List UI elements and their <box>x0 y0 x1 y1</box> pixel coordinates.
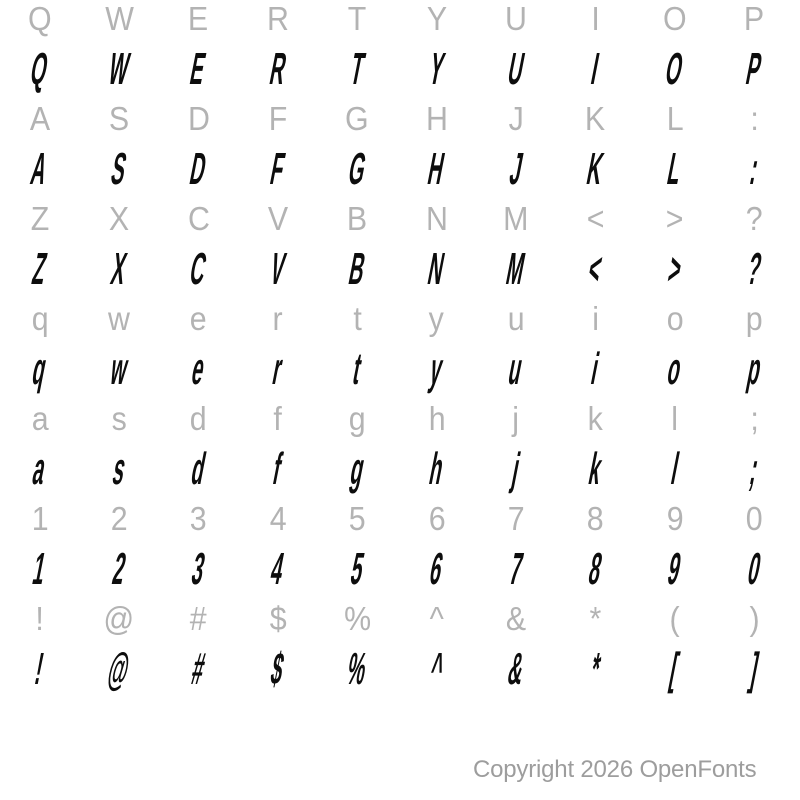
glyph-cell <box>397 93 476 143</box>
glyph-character: E <box>186 42 211 94</box>
glyph-character: q <box>31 299 49 337</box>
glyph-cell <box>397 0 476 43</box>
glyph-character: h <box>428 399 446 437</box>
glyph-cell <box>476 643 555 693</box>
glyph-character: M <box>502 242 530 294</box>
glyph-cell <box>79 43 158 93</box>
glyph-cell <box>159 43 238 93</box>
glyph-cell <box>556 243 635 293</box>
glyph-cell <box>556 343 635 393</box>
glyph-character: p <box>743 342 766 394</box>
glyph-cell <box>238 293 317 343</box>
glyph-character: P <box>742 42 766 94</box>
glyph-cell <box>318 0 397 43</box>
glyph-character: 5 <box>348 499 366 537</box>
glyph-character: r <box>272 299 283 337</box>
glyph-character: u <box>507 299 525 337</box>
glyph-character: ^ <box>429 599 444 637</box>
glyph-cell <box>556 43 635 93</box>
glyph-character: N <box>425 199 448 237</box>
glyph-character: # <box>188 642 209 694</box>
glyph-cell <box>238 443 317 493</box>
glyph-character: Q <box>27 0 52 37</box>
glyph-cell <box>715 43 794 93</box>
glyph-character: < <box>584 242 607 294</box>
glyph-cell <box>159 243 238 293</box>
glyph-character: 6 <box>426 542 448 594</box>
glyph-character: V <box>266 242 290 294</box>
glyph-row-uppercase-asdf-regular <box>0 93 794 143</box>
glyph-character: @ <box>104 642 134 694</box>
glyph-character: B <box>345 242 370 294</box>
glyph-cell <box>476 43 555 93</box>
glyph-cell <box>397 293 476 343</box>
glyph-character: C <box>187 199 210 237</box>
glyph-character: [ <box>666 642 684 694</box>
glyph-character: K <box>585 99 606 137</box>
glyph-cell <box>238 93 317 143</box>
glyph-cell <box>476 443 555 493</box>
glyph-cell <box>238 593 317 643</box>
glyph-character: w <box>108 299 131 337</box>
glyph-character: 1 <box>29 542 51 594</box>
glyph-cell <box>635 93 714 143</box>
glyph-cell <box>79 143 158 193</box>
glyph-cell <box>79 643 158 693</box>
glyph-cell <box>238 243 317 293</box>
glyph-character: % <box>343 642 372 694</box>
glyph-character: $ <box>267 642 289 694</box>
glyph-character: 8 <box>585 542 606 594</box>
glyph-cell <box>635 43 714 93</box>
glyph-cell <box>79 193 158 243</box>
glyph-character: C <box>186 242 211 294</box>
glyph-character: : <box>746 142 763 194</box>
glyph-character: 4 <box>267 542 289 594</box>
glyph-character: g <box>348 399 366 437</box>
glyph-cell <box>715 93 794 143</box>
glyph-character: h <box>425 442 448 494</box>
glyph-character: w <box>106 342 132 394</box>
glyph-character: ] <box>746 642 763 694</box>
glyph-character: T <box>346 42 369 94</box>
glyph-character: ! <box>35 599 44 637</box>
glyph-cell <box>159 593 238 643</box>
glyph-character: e <box>190 299 207 337</box>
glyph-character: $ <box>269 599 287 637</box>
glyph-character: A <box>29 99 50 137</box>
glyph-character: Z <box>30 199 49 237</box>
glyph-cell <box>0 43 79 93</box>
glyph-character: S <box>108 99 130 137</box>
glyph-character: t <box>353 299 362 337</box>
glyph-character: O <box>663 0 687 37</box>
glyph-character: W <box>104 42 134 94</box>
glyph-character: j <box>508 442 524 494</box>
glyph-character: & <box>505 599 527 637</box>
glyph-cell <box>635 343 714 393</box>
glyph-cell <box>397 393 476 443</box>
glyph-character: > <box>666 199 684 237</box>
glyph-cell <box>318 493 397 543</box>
glyph-cell <box>715 643 794 693</box>
glyph-cell <box>0 493 79 543</box>
glyph-character: U <box>503 42 529 94</box>
glyph-character: G <box>345 99 370 137</box>
glyph-cell <box>0 393 79 443</box>
glyph-character: o <box>663 342 686 394</box>
glyph-cell <box>635 193 714 243</box>
glyph-cell <box>318 93 397 143</box>
glyph-row-symbols-italic <box>0 643 794 693</box>
glyph-cell <box>159 543 238 593</box>
glyph-character: * <box>589 599 602 637</box>
glyph-cell <box>0 443 79 493</box>
glyph-row-uppercase-qwerty-italic <box>0 43 794 93</box>
glyph-cell <box>0 243 79 293</box>
glyph-character: P <box>744 0 765 37</box>
glyph-character: Z <box>28 242 51 294</box>
glyph-character: ^ <box>425 642 448 694</box>
glyph-character: f <box>273 399 283 437</box>
glyph-character: B <box>347 199 368 237</box>
glyph-cell <box>318 43 397 93</box>
glyph-character: M <box>503 199 529 237</box>
glyph-character: 1 <box>31 499 49 537</box>
glyph-cell <box>635 243 714 293</box>
glyph-character: ( <box>669 599 680 637</box>
glyph-character: a <box>29 442 51 494</box>
glyph-character: d <box>190 399 207 437</box>
glyph-cell <box>397 343 476 393</box>
glyph-cell <box>635 643 714 693</box>
glyph-character: 3 <box>190 499 207 537</box>
glyph-character: X <box>108 199 130 237</box>
glyph-cell <box>79 93 158 143</box>
glyph-cell <box>476 493 555 543</box>
glyph-cell <box>635 0 714 43</box>
glyph-cell <box>476 93 555 143</box>
glyph-cell <box>715 143 794 193</box>
glyph-cell <box>397 243 476 293</box>
glyph-cell <box>318 593 397 643</box>
glyph-row-lowercase-qwerty-italic <box>0 343 794 393</box>
glyph-character: # <box>190 599 207 637</box>
glyph-character: F <box>268 99 288 137</box>
glyph-cell <box>556 393 635 443</box>
glyph-cell <box>79 343 158 393</box>
glyph-cell <box>0 343 79 393</box>
glyph-character: ? <box>743 242 766 294</box>
glyph-character: i <box>587 342 604 394</box>
glyph-character: Q <box>27 42 53 94</box>
glyph-cell <box>476 0 555 43</box>
glyph-character: y <box>429 299 445 337</box>
glyph-cell <box>0 543 79 593</box>
glyph-cell <box>635 393 714 443</box>
glyph-cell <box>476 343 555 393</box>
glyph-character: L <box>666 99 684 137</box>
glyph-cell <box>715 243 794 293</box>
glyph-character: 2 <box>110 499 128 537</box>
glyph-cell <box>159 393 238 443</box>
glyph-character: o <box>666 299 684 337</box>
glyph-row-digits-regular <box>0 493 794 543</box>
glyph-character: 6 <box>428 499 446 537</box>
glyph-row-symbols-regular <box>0 593 794 643</box>
glyph-cell <box>79 443 158 493</box>
glyph-character: r <box>269 342 287 394</box>
glyph-cell <box>159 643 238 693</box>
glyph-cell <box>556 93 635 143</box>
glyph-cell <box>238 493 317 543</box>
glyph-character: 8 <box>587 499 604 537</box>
glyph-cell <box>556 543 635 593</box>
glyph-character: l <box>667 442 683 494</box>
glyph-character: J <box>508 99 524 137</box>
glyph-cell <box>715 0 794 43</box>
glyph-character: 7 <box>507 499 525 537</box>
glyph-character: a <box>31 399 49 437</box>
glyph-cell <box>318 343 397 393</box>
glyph-cell <box>556 193 635 243</box>
glyph-character: u <box>505 342 528 394</box>
glyph-character: E <box>188 0 209 37</box>
glyph-character: % <box>343 599 371 637</box>
glyph-row-uppercase-zxcv-italic <box>0 243 794 293</box>
glyph-character: 3 <box>188 542 209 594</box>
glyph-cell <box>159 193 238 243</box>
glyph-cell <box>238 193 317 243</box>
glyph-cell <box>318 193 397 243</box>
glyph-row-lowercase-asdf-italic <box>0 443 794 493</box>
glyph-cell <box>238 143 317 193</box>
glyph-cell <box>318 643 397 693</box>
glyph-character: d <box>187 442 210 494</box>
glyph-character: 4 <box>269 499 287 537</box>
glyph-row-uppercase-zxcv-regular <box>0 193 794 243</box>
glyph-cell <box>476 293 555 343</box>
glyph-cell <box>79 293 158 343</box>
glyph-character: s <box>108 442 130 494</box>
copyright-text: Copyright 2026 OpenFonts <box>473 756 757 783</box>
glyph-character: K <box>583 142 608 194</box>
glyph-cell <box>0 593 79 643</box>
glyph-cell <box>476 193 555 243</box>
glyph-row-lowercase-qwerty-regular <box>0 293 794 343</box>
glyph-character: f <box>269 442 287 494</box>
glyph-cell <box>79 393 158 443</box>
glyph-character: N <box>424 242 449 294</box>
glyph-character: I <box>591 0 600 37</box>
glyph-cell <box>397 443 476 493</box>
glyph-cell <box>715 443 794 493</box>
glyph-character: ? <box>745 199 763 237</box>
glyph-character: A <box>27 142 52 194</box>
glyph-cell <box>159 293 238 343</box>
glyph-cell <box>635 143 714 193</box>
glyph-character: W <box>104 0 134 37</box>
glyph-character: U <box>505 0 528 37</box>
glyph-character: G <box>344 142 370 194</box>
glyph-cell <box>318 143 397 193</box>
glyph-cell <box>79 593 158 643</box>
glyph-character: I <box>587 42 604 94</box>
glyph-row-digits-italic <box>0 543 794 593</box>
glyph-cell <box>715 393 794 443</box>
glyph-cell <box>635 543 714 593</box>
glyph-character: 5 <box>346 542 368 594</box>
glyph-character: t <box>349 342 366 394</box>
glyph-cell <box>79 243 158 293</box>
glyph-character: ; <box>746 442 763 494</box>
glyph-character: ! <box>31 642 48 694</box>
glyph-cell <box>238 43 317 93</box>
glyph-cell <box>556 643 635 693</box>
glyph-row-lowercase-asdf-regular <box>0 393 794 443</box>
glyph-cell <box>715 193 794 243</box>
glyph-character: D <box>187 99 210 137</box>
glyph-cell <box>318 243 397 293</box>
glyph-character: g <box>346 442 369 494</box>
glyph-character: S <box>107 142 131 194</box>
glyph-character: y <box>426 342 448 394</box>
glyph-character: 7 <box>505 542 527 594</box>
glyph-cell <box>397 43 476 93</box>
glyph-character: * <box>586 642 605 694</box>
glyph-row-uppercase-asdf-italic <box>0 143 794 193</box>
glyph-cell <box>159 343 238 393</box>
glyph-cell <box>159 493 238 543</box>
glyph-character: 9 <box>664 542 686 594</box>
glyph-character: i <box>592 299 599 337</box>
glyph-cell <box>318 293 397 343</box>
glyph-character: R <box>265 42 290 94</box>
glyph-row-uppercase-qwerty-regular <box>0 0 794 43</box>
glyph-cell <box>0 293 79 343</box>
glyph-cell <box>476 143 555 193</box>
glyph-cell <box>318 393 397 443</box>
glyph-character: L <box>663 142 686 194</box>
glyph-cell <box>0 193 79 243</box>
glyph-cell <box>79 0 158 43</box>
glyph-character: 2 <box>108 542 130 594</box>
glyph-cell <box>0 93 79 143</box>
glyph-cell <box>397 193 476 243</box>
glyph-cell <box>159 93 238 143</box>
glyph-character: q <box>28 342 51 394</box>
glyph-character: : <box>750 99 759 137</box>
glyph-character: X <box>107 242 131 294</box>
glyph-cell <box>635 493 714 543</box>
glyph-character: Y <box>425 42 449 94</box>
glyph-cell <box>397 593 476 643</box>
glyph-character: @ <box>103 599 135 637</box>
glyph-cell <box>476 593 555 643</box>
glyph-cell <box>397 143 476 193</box>
glyph-character: k <box>585 442 606 494</box>
glyph-character: 9 <box>666 499 684 537</box>
glyph-character: l <box>671 399 679 437</box>
glyph-cell <box>159 443 238 493</box>
glyph-character: Y <box>426 0 447 37</box>
glyph-cell <box>635 593 714 643</box>
glyph-cell <box>318 543 397 593</box>
glyph-character: R <box>266 0 289 37</box>
glyph-cell <box>476 243 555 293</box>
glyph-cell <box>556 0 635 43</box>
glyph-cell <box>238 393 317 443</box>
glyph-cell <box>238 643 317 693</box>
glyph-character: > <box>664 242 686 294</box>
glyph-character: O <box>662 42 688 94</box>
glyph-character: D <box>186 142 211 194</box>
glyph-cell <box>397 643 476 693</box>
glyph-character: p <box>745 299 763 337</box>
glyph-cell <box>397 493 476 543</box>
glyph-cell <box>238 0 317 43</box>
glyph-cell <box>238 543 317 593</box>
glyph-cell <box>0 643 79 693</box>
glyph-character: < <box>586 199 605 237</box>
glyph-cell <box>0 143 79 193</box>
glyph-cell <box>635 293 714 343</box>
glyph-cell <box>556 293 635 343</box>
glyph-cell <box>79 543 158 593</box>
glyph-character: ; <box>750 399 759 437</box>
glyph-character: 0 <box>745 499 763 537</box>
glyph-cell <box>556 493 635 543</box>
glyph-cell <box>715 293 794 343</box>
glyph-cell <box>476 393 555 443</box>
glyph-cell <box>715 343 794 393</box>
glyph-character: e <box>188 342 209 394</box>
glyph-cell <box>635 443 714 493</box>
glyph-character: & <box>503 642 529 694</box>
glyph-cell <box>476 543 555 593</box>
glyph-cell <box>715 493 794 543</box>
glyph-cell <box>318 443 397 493</box>
glyph-character: F <box>266 142 289 194</box>
glyph-character: H <box>424 142 449 194</box>
glyph-cell <box>556 443 635 493</box>
glyph-character: T <box>348 0 367 37</box>
glyph-cell <box>715 543 794 593</box>
glyph-cell <box>159 143 238 193</box>
glyph-cell <box>556 143 635 193</box>
glyph-character: j <box>512 399 520 437</box>
glyph-cell <box>0 0 79 43</box>
glyph-cell <box>159 0 238 43</box>
glyph-character: J <box>505 142 527 194</box>
glyph-character: k <box>587 399 604 437</box>
glyph-character: s <box>111 399 127 437</box>
glyph-cell <box>715 593 794 643</box>
glyph-character: ) <box>749 599 760 637</box>
glyph-cell <box>397 543 476 593</box>
glyph-character: V <box>267 199 289 237</box>
glyph-character: H <box>425 99 448 137</box>
glyph-cell <box>238 343 317 393</box>
glyph-cell <box>556 593 635 643</box>
glyph-cell <box>79 493 158 543</box>
glyph-character: 0 <box>743 542 765 594</box>
